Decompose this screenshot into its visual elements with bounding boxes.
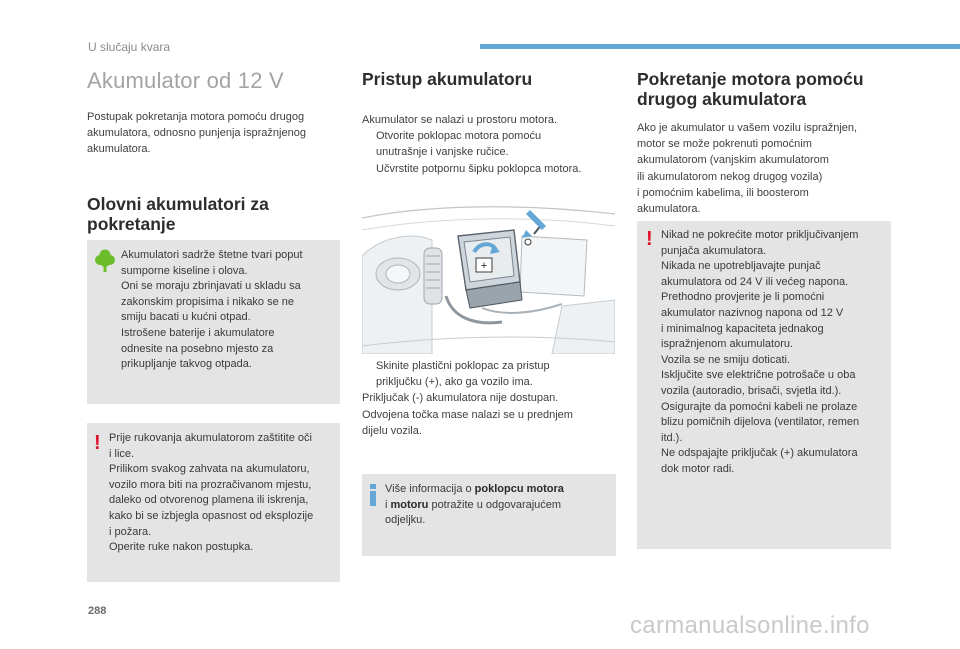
text-line: Odvojena točka mase nalazi se u prednjem (362, 408, 573, 421)
text-line: i požara. (109, 525, 152, 538)
plus-terminal-label: + (480, 260, 488, 272)
warning-exclamation-icon: ! (94, 432, 101, 454)
lead-acid-heading (87, 194, 341, 234)
text-line: Ako je akumulator u vašem vozilu ispražnjen, (637, 122, 858, 134)
text-line: i lice. (109, 447, 135, 460)
text-line: Priključak (-) akumulatora nije dostupan. (362, 392, 559, 405)
text-line: motor se može pokrenuti pomoćnim (637, 138, 812, 151)
access-paragraph (362, 112, 616, 177)
text-line: smiju bacati u kućni otpad. (121, 311, 251, 324)
info-icon (369, 484, 377, 512)
watermark-text: carmanualsonline.info (630, 612, 870, 639)
text-line: Otvorite poklopac motora pomoću (376, 130, 542, 143)
text-line: Prethodno provjerite je li pomoćni (661, 291, 825, 304)
text-line: kako bi se izbjegla opasnost od eksplozije (109, 509, 314, 522)
bullet-icon (362, 161, 376, 177)
text-line: prikupljanje takvog otpada. (121, 358, 252, 371)
text-line: Prije rukovanja akumulatorom zaštitite oči (109, 432, 312, 444)
text-line: i pomoćnim kabelima, ili boosterom (637, 186, 809, 199)
engine-link-text: motoru (390, 498, 429, 511)
text-line: ili akumulatorom nekog drugog vozila) (637, 170, 823, 183)
text-line: Nikad ne pokrećite motor priključivanjem (661, 229, 859, 241)
text-line: akumulatora, odnosno punjenja ispražnjenog (87, 127, 306, 140)
text-line: odnesite na posebno mjesto za (121, 342, 274, 355)
text-line: daleko od otvorenog plamena ili iskrenja, (109, 494, 309, 507)
step-secure-prop-rod (362, 161, 616, 177)
text-line: akumulatora od 24 V ili većeg napona. (661, 275, 849, 288)
text-line: ispražnjenom akumulatoru. (661, 338, 794, 351)
text-line: vozilo mora biti na prozračivanom mjestu, (109, 478, 312, 491)
jump-start-warning-box (637, 221, 891, 549)
info-note-box (362, 474, 616, 556)
column-1 (87, 66, 341, 234)
header-accent-bar (480, 44, 960, 49)
text-line: sumporne kiseline i olova. (121, 264, 248, 277)
text-line: Isključite sve električne potrošače u oba (661, 369, 856, 382)
text-line: akumulatorom (vanjskim akumulatorom (637, 154, 829, 167)
warning-exclamation-icon: ! (646, 228, 653, 250)
environment-note-box (87, 240, 340, 404)
text-line: Istrošene baterije i akumulatore (121, 326, 275, 339)
text-line: priključku (+), ako ga vozilo ima. (376, 376, 533, 389)
text-line: vozila (autoradio, brisači, svjetla itd.). (661, 384, 842, 397)
page-number: 288 (88, 605, 107, 617)
bonnet-link-text: poklopcu motora (474, 483, 564, 495)
text-line: itd.). (661, 431, 683, 444)
heading-line: Olovni akumulatori za (87, 193, 269, 214)
text-line: Postupak pokretanja motora pomoću drugog (87, 111, 305, 123)
text-line: punjača akumulatora. (661, 244, 767, 257)
text-line: dijelu vozila. (362, 424, 422, 437)
bullet-icon (362, 358, 376, 390)
text-line: Vozila se ne smiju doticati. (661, 353, 791, 366)
info-line-2: i motoru potražite u odgovarajućem (385, 498, 562, 511)
heading-line: Pokretanje motora pomoću (637, 69, 864, 89)
text-line: Oni se moraju zbrinjavati u skladu sa (121, 280, 301, 293)
text-line: Nikada ne upotrebljavajte punjač (661, 260, 821, 273)
text-line: Operite ruke nakon postupka. (109, 541, 254, 554)
column-3 (637, 66, 891, 217)
text-line: akumulatora. (87, 143, 151, 156)
text-line: odjeljku. (385, 514, 426, 527)
text-line: Skinite plastični poklopac za pristup (376, 360, 550, 372)
plastic-cover-section (362, 358, 616, 439)
info-line-1: Više informacija o poklopcu motora (385, 483, 564, 495)
text-line: blizu pomičnih dijelova (ventilator, remen (661, 416, 860, 429)
text-line: Ne odspajajte priključak (+) akumulatora (661, 447, 858, 460)
safety-warning-box (87, 423, 340, 582)
intro-paragraph (87, 109, 341, 158)
tree-icon (94, 248, 116, 278)
text-line: unutrašnje i vanjske ručice. (376, 146, 509, 159)
text-line: Učvrstite potpornu šipku poklopca motora. (376, 162, 582, 175)
text-line: Prilikom svakog zahvata na akumulatoru, (109, 463, 310, 476)
text-line: Osigurajte da pomoćni kabeli ne prolaze (661, 400, 858, 413)
section-label: U slučaju kvara (88, 40, 171, 54)
text-line: akumulator nazivnog napona od 12 V (661, 306, 844, 319)
heading-line: drugog akumulatora (637, 89, 807, 109)
step-open-bonnet (362, 128, 616, 160)
jump-start-heading (637, 69, 891, 109)
bullet-icon (362, 128, 376, 160)
text-line: Akumulatori sadrže štetne tvari poput (121, 249, 303, 261)
step-remove-cover (362, 358, 616, 390)
text-line: Akumulator se nalazi u prostoru motora. (362, 114, 558, 126)
text-line: akumulatora. (637, 203, 701, 216)
battery-access-heading: Pristup akumulatoru (362, 69, 533, 89)
text-line: dok motor radi. (661, 462, 735, 475)
page-title: Akumulator od 12 V (87, 68, 284, 93)
engine-bay-illustration (362, 196, 615, 354)
jump-start-intro (637, 120, 891, 217)
heading-line: pokretanje (87, 213, 176, 234)
column-2 (362, 66, 616, 177)
text-line: zakonskim propisima i nikako se ne (121, 295, 295, 308)
text-line: i minimalnog kapaciteta jednakog (661, 322, 824, 335)
